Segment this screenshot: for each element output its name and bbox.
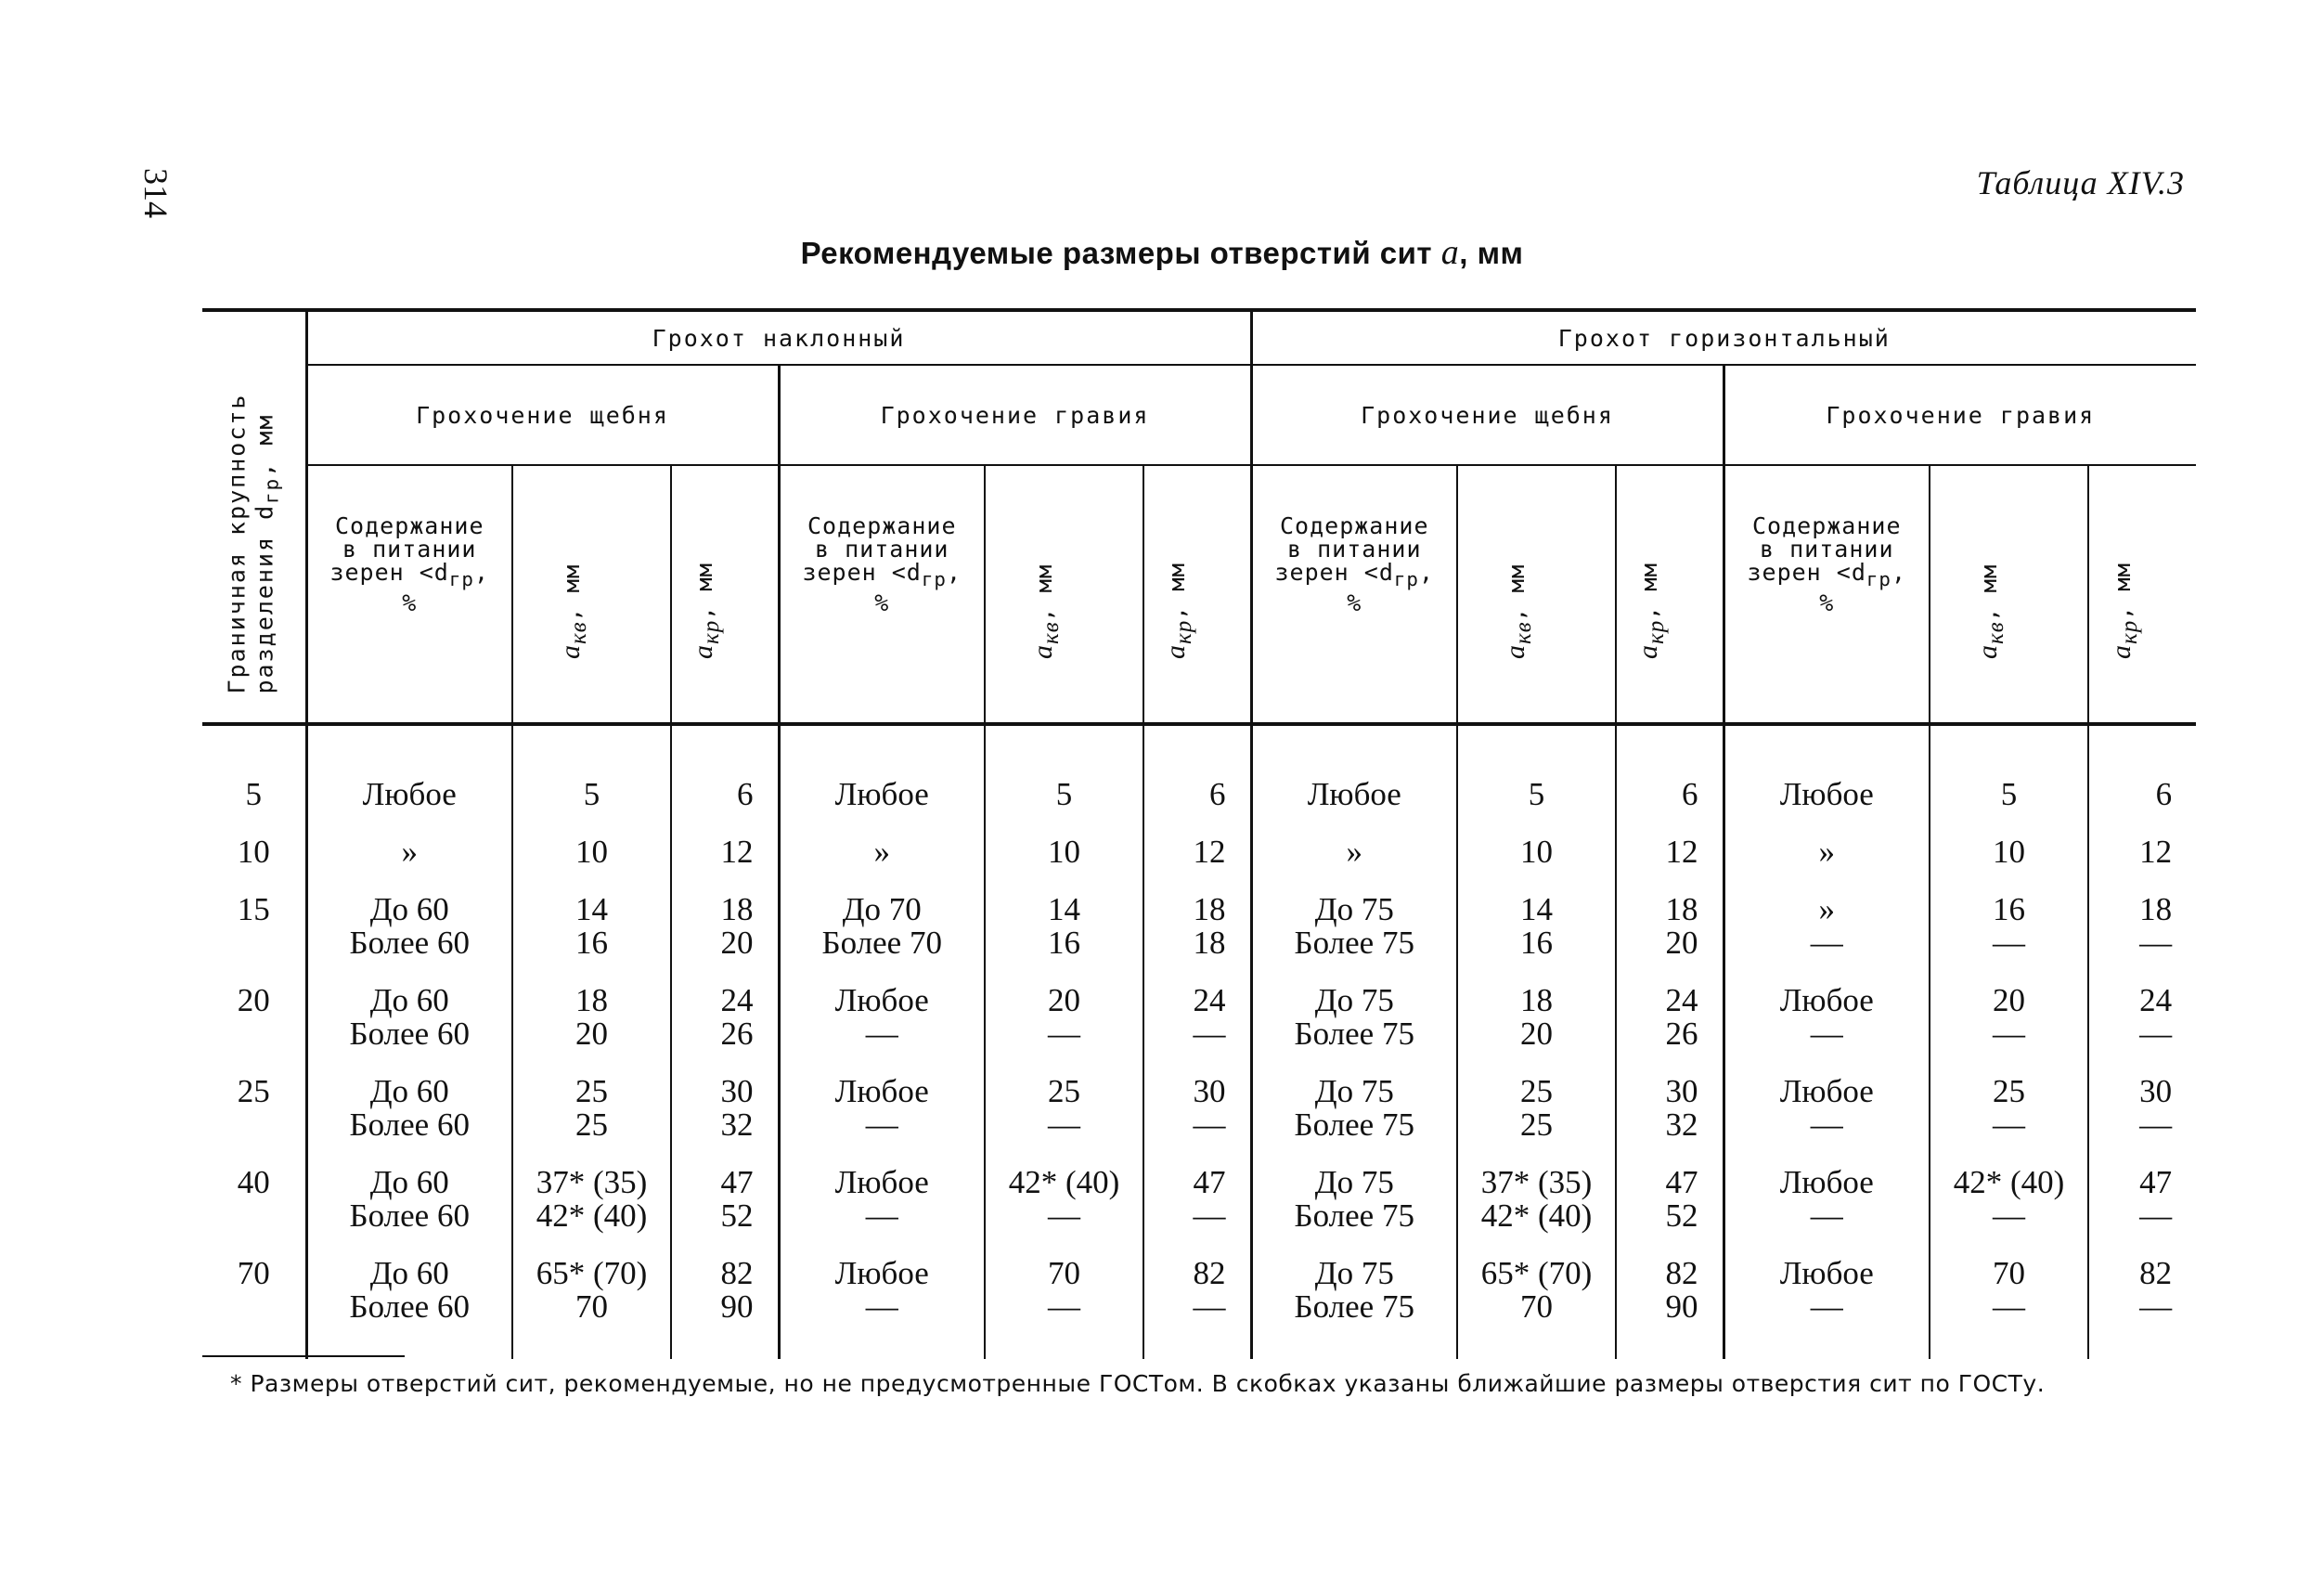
cell-a-kr: 24 — (1143, 984, 1251, 1075)
cell-d-gr: 40 (237, 1164, 270, 1200)
cell-d-gr: 70 (237, 1255, 270, 1291)
cell-a-kr: 47 52 (671, 1166, 779, 1257)
cell-a-kv: 65* (70) 70 (1457, 1257, 1616, 1359)
cell-content: До 60 Более 60 (306, 1075, 512, 1166)
cell-content: Любое (1724, 724, 1930, 835)
cell-a-kr: 24 — (2088, 984, 2196, 1075)
cell-a-kr: 82 90 (1616, 1257, 1724, 1359)
cell-a-kv: 65* (70) 70 (512, 1257, 671, 1359)
cell-content: Любое — (1724, 1166, 1930, 1257)
col-header-content: Содержание в питании зерен $<d_{гр}$, % (1251, 465, 1457, 724)
col-header-content: Содержание в питании зерен $<d_{гр}$, % (779, 465, 985, 724)
col-header-a-kr: $a_{кр}$, мм (1143, 465, 1251, 724)
cell-a-kv: 37* (35) 42* (40) (1457, 1166, 1616, 1257)
cell-content: Любое — (779, 1257, 985, 1359)
cell-a-kv: 25 — (1930, 1075, 2088, 1166)
cell-a-kr: 47 — (2088, 1166, 2196, 1257)
cell-a-kr: 30 — (1143, 1075, 1251, 1166)
group-horizontal: Грохот горизонтальный (1251, 310, 2196, 365)
table-title: Рекомендуемые размеры отверстий сит a, мм (800, 233, 1524, 272)
col-header-a-kr: $a_{кр}$, мм (2088, 465, 2196, 724)
cell-content: Любое — (1724, 1257, 1930, 1359)
cell-d-gr: 20 (237, 982, 270, 1018)
cell-a-kr: 24 26 (1616, 984, 1724, 1075)
table-row (202, 1075, 2196, 1166)
cell-a-kr: 6 (2088, 724, 2196, 835)
sub-gravel-1: Грохочение гравия (779, 365, 1251, 465)
cell-content: Любое (779, 724, 985, 835)
col-header-a-kv: $a_{кв}$, мм (1930, 465, 2088, 724)
cell-d-gr: 15 (237, 891, 270, 927)
cell-d-gr: 25 (237, 1073, 270, 1109)
table-row (202, 984, 2196, 1075)
cell-a-kv: 70 — (985, 1257, 1143, 1359)
cell-a-kr: 47 52 (1616, 1166, 1724, 1257)
cell-content: Любое — (1724, 984, 1930, 1075)
sieve-table (202, 308, 2196, 1359)
cell-a-kr: 18 20 (1616, 893, 1724, 984)
cell-a-kr: 12 (671, 835, 779, 893)
col-header-a-kv: $a_{кв}$, мм (512, 465, 671, 724)
cell-a-kv: 5 (512, 724, 671, 835)
cell-a-kv: 10 (1930, 835, 2088, 893)
cell-content: До 60 Более 60 (306, 1257, 512, 1359)
col-header-a-kv: $a_{кв}$, мм (1457, 465, 1616, 724)
cell-content: Любое — (779, 1166, 985, 1257)
table-row (202, 835, 2196, 893)
sub-crushed-2: Грохочение щебня (1251, 365, 1724, 465)
group-inclined: Грохот наклонный (306, 310, 1251, 365)
cell-content: » (1724, 835, 1930, 893)
cell-content: До 75 Более 75 (1251, 893, 1457, 984)
table-label: Таблица XIV.3 (1976, 164, 2185, 201)
cell-content: Любое — (779, 984, 985, 1075)
cell-content: Любое (306, 724, 512, 835)
col-header-a-kv: $a_{кв}$, мм (985, 465, 1143, 724)
cell-a-kv: 10 (985, 835, 1143, 893)
cell-a-kr: 6 (1143, 724, 1251, 835)
sub-gravel-2: Грохочение гравия (1724, 365, 2196, 465)
cell-a-kr: 18 20 (671, 893, 779, 984)
cell-a-kv: 5 (1930, 724, 2088, 835)
cell-a-kv: 20 — (1930, 984, 2088, 1075)
cell-a-kv: 18 20 (1457, 984, 1616, 1075)
cell-a-kr: 82 — (1143, 1257, 1251, 1359)
cell-content: До 60 Более 60 (306, 1166, 512, 1257)
table-row (202, 724, 2196, 835)
cell-content: До 75 Более 75 (1251, 1075, 1457, 1166)
page-number: 314 (137, 168, 174, 218)
cell-content: » — (1724, 893, 1930, 984)
cell-a-kv: 14 16 (1457, 893, 1616, 984)
cell-a-kr: 30 32 (1616, 1075, 1724, 1166)
cell-a-kv: 42* (40) — (985, 1166, 1143, 1257)
cell-a-kr: 18 — (2088, 893, 2196, 984)
footnote: * Размеры отверстий сит, рекомендуемые, но не предусмотренные ГОСТом. В скобках указаны ближайшие размеры отверстия сит по ГОСТу. (230, 1370, 2046, 1397)
cell-a-kv: 18 20 (512, 984, 671, 1075)
cell-content: » (306, 835, 512, 893)
cell-content: До 75 Более 75 (1251, 1166, 1457, 1257)
cell-a-kr: 12 (2088, 835, 2196, 893)
col-header-a-kr: $a_{кр}$, мм (1616, 465, 1724, 724)
col-header-a-kr: $a_{кр}$, мм (671, 465, 779, 724)
cell-a-kr: 82 90 (671, 1257, 779, 1359)
cell-content: До 75 Более 75 (1251, 1257, 1457, 1359)
cell-d-gr: 5 (245, 776, 262, 812)
footnote-rule (202, 1355, 405, 1357)
cell-a-kr: 6 (1616, 724, 1724, 835)
cell-a-kv: 20 — (985, 984, 1143, 1075)
cell-a-kr: 12 (1616, 835, 1724, 893)
col-header-content: Содержание в питании зерен $<d_{гр}$, % (1724, 465, 1930, 724)
cell-a-kv: 5 (985, 724, 1143, 835)
cell-a-kr: 30 32 (671, 1075, 779, 1166)
cell-content: Любое (1251, 724, 1457, 835)
cell-a-kr: 6 (671, 724, 779, 835)
table-row (202, 893, 2196, 984)
row-header-d: Граничная крупность разделения $d_{гр}$, мм (202, 310, 306, 724)
cell-a-kr: 18 18 (1143, 893, 1251, 984)
cell-a-kv: 25 — (985, 1075, 1143, 1166)
cell-d-gr: 10 (237, 834, 270, 870)
cell-a-kv: 14 16 (512, 893, 671, 984)
cell-content: » (1251, 835, 1457, 893)
cell-a-kv: 25 25 (1457, 1075, 1616, 1166)
cell-a-kv: 16 — (1930, 893, 2088, 984)
cell-content: До 60 Более 60 (306, 893, 512, 984)
cell-a-kv: 14 16 (985, 893, 1143, 984)
cell-a-kr: 12 (1143, 835, 1251, 893)
cell-a-kr: 24 26 (671, 984, 779, 1075)
cell-a-kr: 82 — (2088, 1257, 2196, 1359)
cell-content: Любое — (779, 1075, 985, 1166)
cell-content: До 75 Более 75 (1251, 984, 1457, 1075)
cell-content: » (779, 835, 985, 893)
cell-a-kv: 70 — (1930, 1257, 2088, 1359)
cell-a-kv: 10 (512, 835, 671, 893)
cell-content: Любое — (1724, 1075, 1930, 1166)
table-row (202, 1166, 2196, 1257)
cell-a-kv: 25 25 (512, 1075, 671, 1166)
table-row (202, 1257, 2196, 1359)
cell-content: До 70 Более 70 (779, 893, 985, 984)
cell-a-kr: 30 — (2088, 1075, 2196, 1166)
col-header-content: Содержание в питании зерен $<d_{гр}$, % (306, 465, 512, 724)
cell-a-kr: 47 — (1143, 1166, 1251, 1257)
cell-a-kv: 5 (1457, 724, 1616, 835)
cell-a-kv: 37* (35) 42* (40) (512, 1166, 671, 1257)
cell-content: До 60 Более 60 (306, 984, 512, 1075)
sub-crushed-1: Грохочение щебня (306, 365, 779, 465)
cell-a-kv: 10 (1457, 835, 1616, 893)
cell-a-kv: 42* (40) — (1930, 1166, 2088, 1257)
